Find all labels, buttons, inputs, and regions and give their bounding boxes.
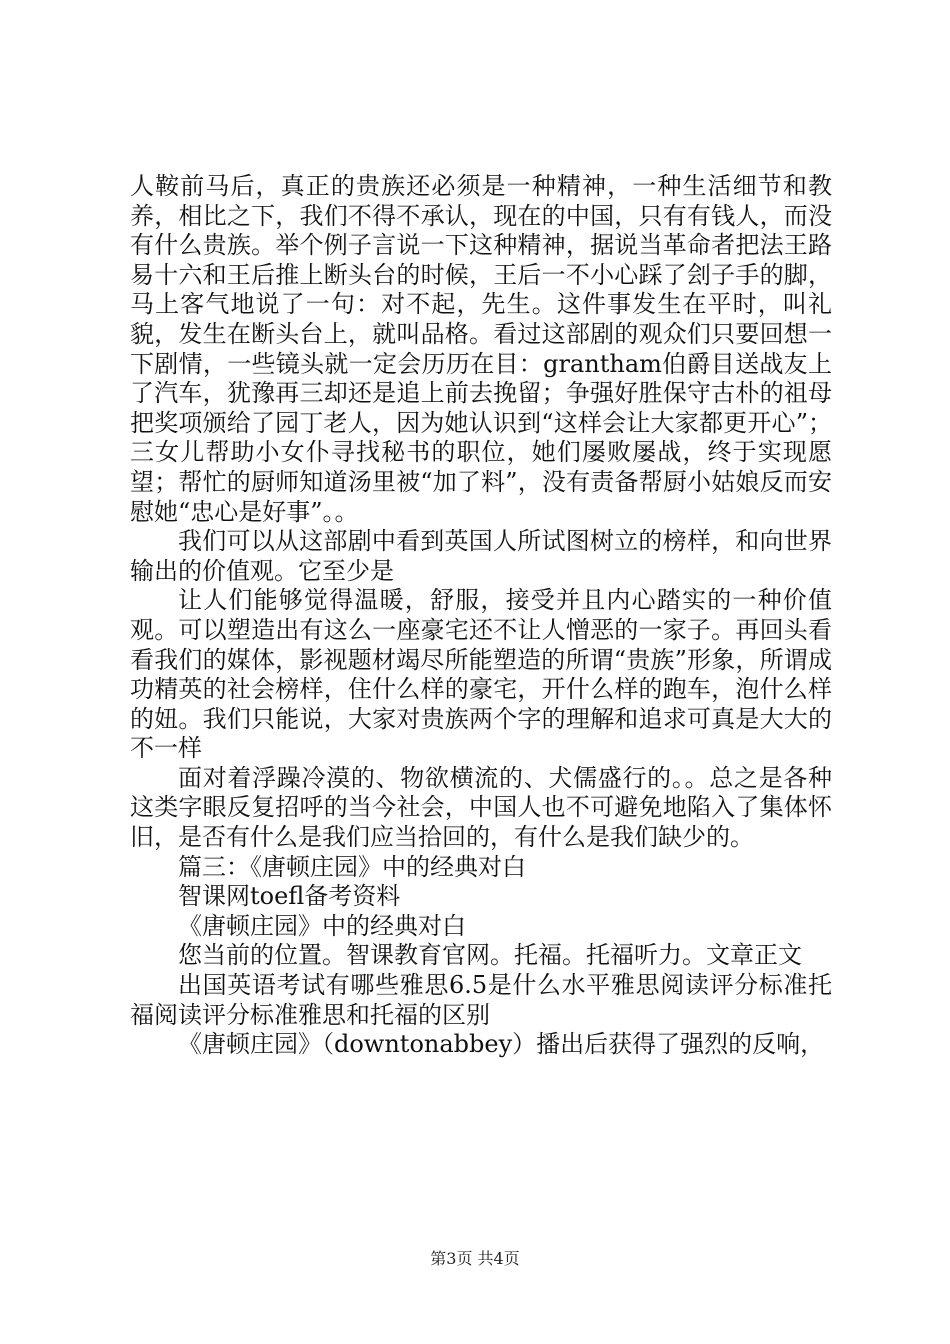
related-links-line: 出国英语考试有哪些雅思6.5是什么水平雅思阅读评分标准托福阅读评分标准雅思和托福的区别 xyxy=(130,971,832,1029)
breadcrumb-line: 您当前的位置。智课教育官网。托福。托福听力。文章正文 xyxy=(178,941,802,970)
paragraph-4: 面对着浮躁冷漠的、物欲横流的、犬儒盛行的。。总之是各种这类字眼反复招呼的当今社会，中国人也不可避免地陷入了集体怀旧，是否有什么是我们应当拾回的，有什么是我们缺少的。 xyxy=(130,763,832,852)
paragraph-2: 我们可以从这部剧中看到英国人所试图树立的榜样，和向世界输出的价值观。它至少是 xyxy=(130,527,832,585)
section-heading: 篇三：《唐顿庄园》中的经典对白 xyxy=(178,852,526,881)
paragraph-1: 人鞍前马后，真正的贵族还必须是一种精神，一种生活细节和教养，相比之下，我们不得不承认，现在的中国，只有有钱人，而没有什么贵族。举个例子言说一下这种精神，据说当革命者把法王路易十六和王后推上断头台的时候，王后一不小心踩了刽子手的脚，马上客气地说了一句：对不起，先生。这件事发生在平时，叫礼貌，发生在断头台上，就叫品格。看过这部剧的观众们只要回想一下剧情，一些镜头就一定会历历在目：grantham伯爵目送战友上了汽车，犹豫再三却还是追上前去挽留；争强好胜保守古朴的祖母把奖项颁给了园丁老人，因为她认识到“这样会让大家都更开心”；三女儿帮助小女仆寻找秘书的职位，她们屡败屡战，终于实现愿望；帮忙的厨师知道汤里被“加了料”，没有责备帮厨小姑娘反而安慰她“忠心是好事”。。 xyxy=(130,172,832,526)
paragraph-last: 《唐顿庄园》（downtonabbey）播出后获得了强烈的反响， xyxy=(178,1030,825,1059)
document-body xyxy=(130,172,832,1060)
source-line: 智课网toefl备考资料 xyxy=(178,882,401,911)
page-footer: 第3页 共4页 xyxy=(430,1249,520,1268)
paragraph-3: 让人们能够觉得温暖，舒服，接受并且内心踏实的一种价值观。可以塑造出有这么一座豪宅还不让人憎恶的一家子。再回头看看我们的媒体，影视题材竭尽所能塑造的所谓“贵族”形象，所谓成功精英的社会榜样，住什么样的豪宅，开什么样的跑车，泡什么样的妞。我们只能说，大家对贵族两个字的理解和追求可真是大大的不一样 xyxy=(130,586,832,763)
article-title: 《唐顿庄园》中的经典对白 xyxy=(178,911,466,940)
